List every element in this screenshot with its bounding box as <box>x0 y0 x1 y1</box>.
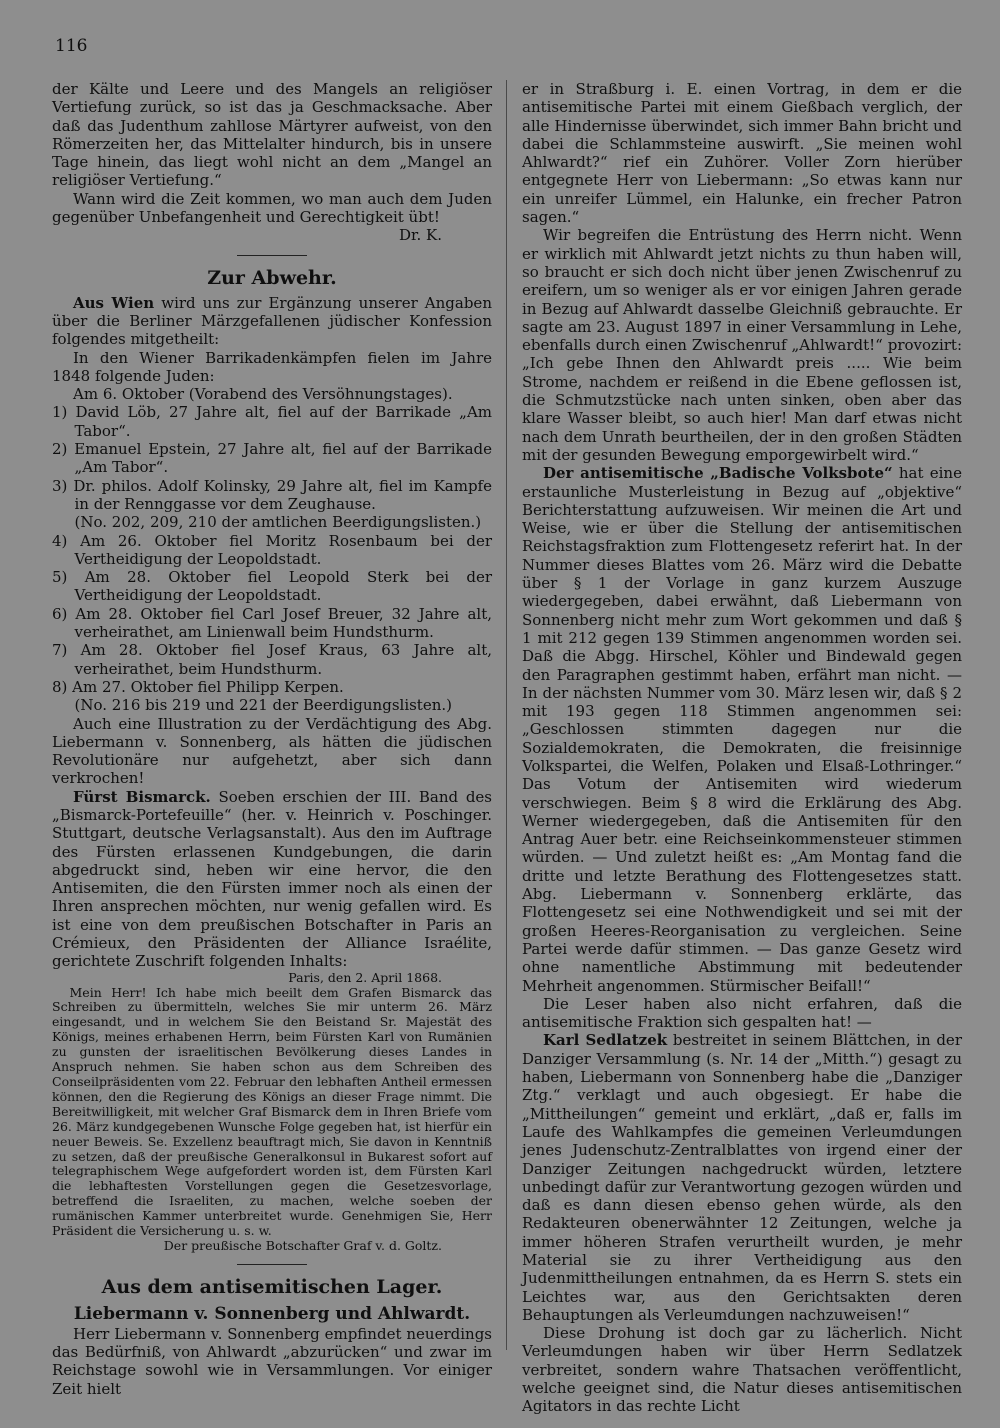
page-number: 116 <box>55 36 88 56</box>
list-item: 3) Dr. philos. Adolf Kolinsky, 29 Jahre alt, fiel im Kampfe in der Rennggasse vor dem Zeughause. <box>52 476 492 513</box>
bismarck-text: Soeben erschien der III. Band des „Bismarck-Portefeuille“ (her. v. Heinrich v. Poschinger. Stuttgart, deutsche Verlagsanstalt). Aus den im Auftrage des Fürsten erlassenen Kundgebungen, die darin abgedruckt sind, heben wir eine hervor, die den Antisemiten, die den Fürsten immer noch als einen der Ihren ansprechen möchten, nur wenig gefallen wird. Es ist eine von dem preußischen Botschafter in Paris an Crémieux, den Präsidenten der Alliance Israélite, gerichtete Zuschrift folgenden Inhalts: <box>52 787 492 971</box>
column-rule <box>506 80 507 1350</box>
sedlatzek-text: bestreitet in seinem Blättchen, in der Danziger Versammlung (s. Nr. 14 der „Mitth.“) gesagt zu haben, Liebermann von Sonnenberg habe die „Danziger Ztg.“ verklagt und auch obgesiegt. Er habe die „Mittheilungen“ gemeint und erklärt, „daß er, falls im Laufe des Wahlkampfes die gemeinen Verleumdungen jenes Judenschutz-Zentralblattes von irgend einer der Danziger Zeitungen nachgedruckt würden, letztere unbedingt dafür zur Verantwortung gezogen würden und daß es dann diesen ebenso gehen würde, als den Redakteuren obenerwähnter 12 Zeitungen, welche ja immer höheren Strafen verurtheilt wurden, je mehr Material sie zu ihrer Vertheidigung aus den Judenmittheilungen entnahmen, da es Herrn S. stets ein Leichtes war, aus den Gerichtsakten deren Behauptungen als Verleumdungen nachzuweisen!“ <box>522 1031 962 1324</box>
leser-paragraph: Die Leser haben also nicht erfahren, daß die antisemitische Fraktion sich gespalten hat! — <box>522 994 962 1032</box>
intro-paragraph: der Kälte und Leere und des Mangels an religiöser Vertiefung zurück, so ist das ja Geschmacksache. Aber daß das Judenthum zahllose Märtyrer aufweist, von den Römerzeiten her, das Mittelalter hindurch, bis in unsere Tage hinein, das liegt wohl nicht an dem „Mangel an religiöser Vertiefung.“ <box>52 80 492 190</box>
list-item: 6) Am 28. Oktober fiel Carl Josef Breuer, 32 Jahre alt, verheirathet, am Linienwall beim Hundsthurm. <box>52 604 492 642</box>
list-item: 1) David Löb, 27 Jahre alt, fiel auf der Barrikade „Am Tabor“. <box>52 403 492 440</box>
entruestung-paragraph: Wir begreifen die Entrüstung des Herrn nicht. Wenn er wirklich mit Ahlwardt jetzt nichts zu thun haben will, so braucht er sich doch nicht über jenen Zwischenruf zu ereifern, um so weniger als er vor einigen Jahren gerade in Bezug auf Ahlwardt dasselbe Gleichniß gebrauchte. Er sagte am 23. August 1897 in einer Versammlung in Lehe, ebenfalls durch einen Zwischenruf „Ahlwardt!“ provozirt: „Ich gebe Ihnen den Ahlwardt preis ..... Wie beim Strome, nachdem er reißend in die Ebene geflossen ist, die Schmutzstücke nach unten sinken, oben aber das klare Wasser bleibt, so auch hier! Man darf etwas nicht nach dem Unrath beurtheilen, der in den großen Städten mit der gesunden Bewegung emporgewirbelt wird.“ <box>522 226 962 464</box>
letter-text: Mein Herr! Ich habe mich beeilt dem Grafen Bismarck das Schreiben zu übermitteln, welches Sie mir unterm 26. März eingesandt, und in welchem Sie den Beistand Sr. Majestät des Königs, meines erhabenen Herrn, beim Fürsten Karl von Rumänien zu gunsten der israelitischen Bevölkerung dieses Landes in Anspruch nehmen. Sie haben schon aus dem Schreiben des Conseilpräsidenten vom 22. Februar den lebhaften Antheil ermessen können, den die Regierung des Königs an dieser Frage nimmt. Die Bereitwilligkeit, mit welcher Graf Bismarck dem in Ihren Briefe vom 26. März kundgegebenen Wunsche Folge gegeben hat, ist hierfür ein neuer Beweis. Se. Exzellenz beauftragt mich, Sie davon in Kenntniß zu setzen, daß der preußische Generalkonsul in Bukarest sofort auf telegraphischem Wege aufgefordert worden ist, dem Fürsten Karl die lebhaftesten Vorstellungen gegen die Gesetzesvorlage, betreffend die Israeliten, zu machen, welche soeben der rumänischen Kammer unterbreitet wurde. Genehmigen Sie, Herr Präsident die Versicherung u. s. w. <box>52 984 492 1239</box>
list-note: (No. 216 bis 219 und 221 der Beerdigungslisten.) <box>74 696 452 715</box>
lager-paragraph: Herr Liebermann v. Sonnenberg empfindet neuerdings das Bedürfniß, von Ahlwardt „abzurücken“ und zwar im Reichstage sowohl wie in Versammlungen. Vor einiger Zeit hielt <box>52 1324 492 1398</box>
question-paragraph: Wann wird die Zeit kommen, wo man auch dem Juden gegenüber Unbefangenheit und Gerechtigkeit übt! <box>52 189 492 227</box>
list-item: 2) Emanuel Epstein, 27 Jahre alt, fiel auf der Barrikade „Am Tabor“. <box>52 440 492 477</box>
sedlatzek-paragraph <box>522 1031 962 1324</box>
volksbote-text: hat eine erstaunliche Musterleistung in Bezug auf „objektive“ Berichterstattung aufzuweisen. Wir meinen die Art und Weise, wie er über die Stellung der antisemitischen Reichstagsfraktion zum Flottengesetz referirt hat. In der Nummer dieses Blattes vom 26. März wird die Debatte über § 1 der Vorlage in ganz kurzem Auszuge wiedergegeben, dabei erwähnt, daß Liebermann von Sonnenberg nicht mehr zum Wort gekommen und daß § 1 mit 212 gegen 139 Stimmen angenommen worden sei. Daß die Abgg. Hirschel, Köhler und Bindewald gegen den Paragraphen gestimmt haben, erfährt man nicht. — In der nächsten Nummer vom 30. März lesen wir, daß § 2 mit 193 gegen 118 Stimmen angenommen sei: „Geschlossen stimmten dagegen nur die Sozialdemokraten, die Demokraten, die freisinnige Volkspartei, die Welfen, Polaken und Elsaß-Lothringer.“ Das Votum der Antisemiten wird wiederum verschwiegen. Beim § 8 wird die Erklärung des Abg. Werner wiedergegeben, daß die Antisemiten für den Antrag Auer betr. eine Reichseinkommensteuer stimmen würden. — Und zuletzt heißt es: „Am Montag fand die dritte und letzte Berathung des Flottengesetzes statt. Abg. Liebermann v. Sonnenberg erklärte, das Flottengesetz sei eine Nothwendigkeit und sei mit der großen Heeres-Reorganisation zu vergleichen. Seine Partei werde dafür stimmen. — Das ganze Gesetz wird ohne namentliche Abstimmung mit bedeutender Mehrheit angenommen. Stürmischer Beifall!“ <box>522 464 962 995</box>
list-item: 7) Am 28. Oktober fiel Josef Kraus, 63 Jahre alt, verheirathet, beim Hundsthurm. <box>52 641 492 678</box>
separator <box>237 1264 307 1265</box>
date-line: Am 6. Oktober (Vorabend des Versöhnungstages). <box>73 385 453 404</box>
left-column <box>52 80 492 1398</box>
wien-paragraph <box>52 294 492 349</box>
list-item: 5) Am 28. Oktober fiel Leopold Sterk bei der Vertheidigung der Leopoldstadt. <box>52 568 492 605</box>
wien-intro: In den Wiener Barrikadenkämpfen fielen im Jahre 1848 folgende Juden: <box>52 348 492 385</box>
wien-lead: Aus Wien <box>73 293 155 312</box>
drohung-paragraph: Diese Drohung ist doch gar zu lächerlich. Nicht Verleumdungen haben wir über Herrn Sedlatzek verbreitet, sondern wahre Thatsachen veröffentlicht, welche geeignet sind, die Natur dieses antisemitischen Agitators in das rechte Licht <box>522 1324 962 1416</box>
list-note: (No. 202, 209, 210 der amtlichen Beerdigungslisten.) <box>74 513 482 532</box>
list-item: 8) Am 27. Oktober fiel Philipp Kerpen. <box>52 677 344 696</box>
wien-text: wird uns zur Ergänzung unserer Angaben über die Berliner Märzgefallenen jüdischer Konfession folgendes mitgetheilt: <box>52 293 492 349</box>
section-heading-lager: Aus dem antisemitischen Lager. <box>101 1275 443 1298</box>
right-column <box>522 80 962 1416</box>
bismarck-paragraph <box>52 788 492 971</box>
strassburg-paragraph: er in Straßburg i. E. einen Vortrag, in dem er die antisemitische Partei mit einem Gießbach verglich, der alle Hindernisse überwindet, sich immer Bahn bricht und dabei die Schlammsteine auswirft. „Sie meinen wohl Ahlwardt?“ rief ein Zuhörer. Voller Zorn hierüber entgegnete Herr von Liebermann: „So etwas kann nur ein unreifer Lümmel, ein Halunke, ein frecher Patron sagen.“ <box>522 80 962 227</box>
letter-date: Paris, den 2. April 1868. <box>288 969 442 985</box>
bismarck-lead: Fürst Bismarck. <box>73 787 211 806</box>
letter-signature: Der preußische Botschafter Graf v. d. Goltz. <box>163 1237 442 1253</box>
list-item: 4) Am 26. Oktober fiel Moritz Rosenbaum bei der Vertheidigung der Leopoldstadt. <box>52 531 492 568</box>
volksbote-lead: Der antisemitische „Badische Volksbote“ <box>543 464 893 483</box>
illustration-paragraph: Auch eine Illustration zu der Verdächtigung des Abg. Liebermann v. Sonnenberg, als hätten die jüdischen Revolutionäre nur aufgehetzt, aber sich dann verkrochen! <box>52 714 492 788</box>
sedlatzek-lead: Karl Sedlatzek <box>543 1031 668 1050</box>
author-signature: Dr. K. <box>398 226 442 245</box>
separator <box>237 255 307 256</box>
sub-heading: Liebermann v. Sonnenberg und Ahlwardt. <box>73 1303 471 1324</box>
volksbote-paragraph <box>522 464 962 995</box>
section-heading-abwehr: Zur Abwehr. <box>207 266 337 289</box>
